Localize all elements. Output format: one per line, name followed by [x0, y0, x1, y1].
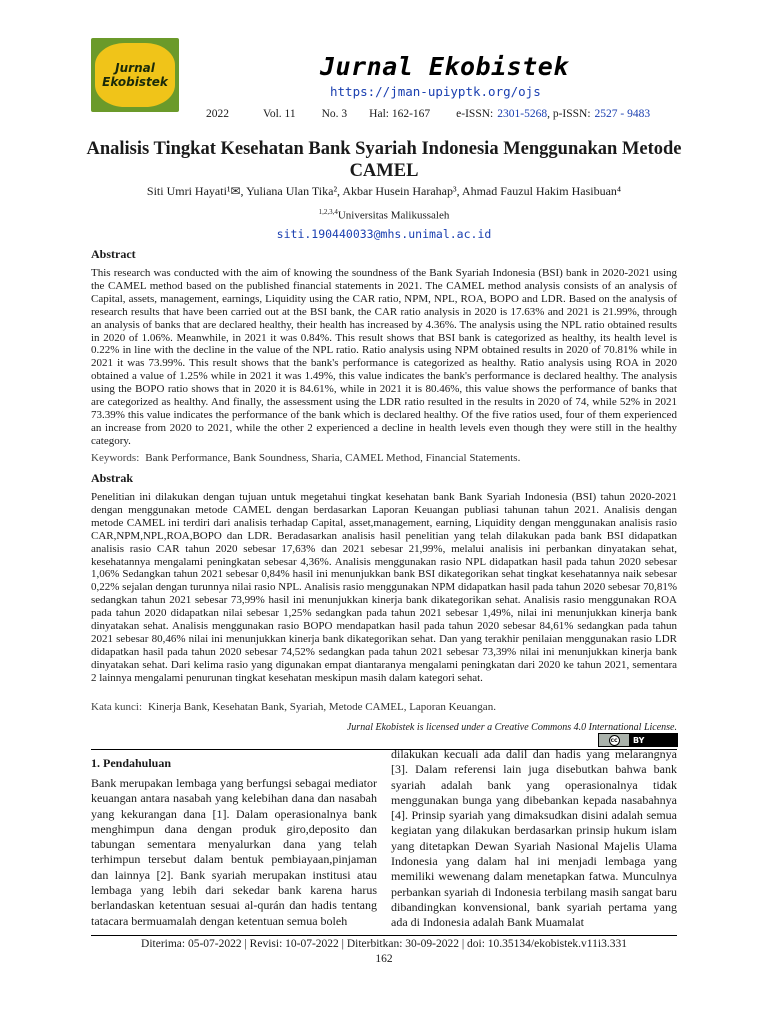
paper-title: Analisis Tingkat Kesehatan Bank Syariah Indonesia Menggunakan Metode CAMEL [86, 139, 682, 181]
meta-pissn[interactable]: 2527 - 9483 [594, 108, 651, 120]
publication-dates: Diterima: 05-07-2022 | Revisi: 10-07-2022 | Diterbitkan: 30-09-2022 | doi: 10.35134/ekobistek.v11i3.331 [91, 935, 677, 950]
abstract-heading: Abstract [91, 247, 136, 261]
license-text: Jurnal Ekobistek is licensed under a Creative Commons 4.0 International License. [346, 722, 677, 733]
abstract-keywords [91, 452, 677, 464]
meta-eissn[interactable]: 2301-5268 [497, 108, 548, 120]
meta-pages: Hal: 162-167 [369, 108, 431, 120]
journal-logo [91, 38, 179, 112]
issue-meta [206, 108, 650, 120]
abstrak-keywords [91, 701, 677, 713]
meta-number: No. 3 [321, 108, 348, 120]
logo-line-1: Jurnal [115, 61, 155, 75]
journal-url[interactable]: https://jman-upiyptk.org/ojs [330, 84, 541, 99]
kata-kunci-value: Kinerja Bank, Kesehatan Bank, Syariah, Metode CAMEL, Laporan Keuangan. [148, 701, 496, 713]
cc-by-badge[interactable] [598, 733, 678, 747]
kata-kunci-label: Kata kunci: [91, 701, 143, 713]
paper-authors: Siti Umri Hayati¹✉, Yuliana Ulan Tika², Akbar Husein Harahap³, Ahmad Fauzul Hakim Hasibuan⁴ [146, 184, 622, 198]
intro-right-column: dilakukan kecuali ada dalil dan hadis yang melarangnya [3]. Dalam referensi lain juga disebutkan bahwa bank syariah adalah bank yang operasionalnya tidak menggunakan bunga yang dibebankan kepada nasabahnya [4]. Prinsip syariah yang dimaksudkan disini adalah semua kegiatan yang dilakukan berdasarkan prinsip hukum islam yang ditetapkan Dewan Syariah Nasional Majelis Ulama Indonesia yang dalam hal ini menjadi lembaga yang memiliki wewenang dalam menetapkan fatwa. Munculnya perbankan syariah di Indonesia terbilang masih sangat baru dibandingkan konvensional, bank syariah pertama yang ada di Indonesia adalah Bank Muamalat [391, 747, 677, 930]
affiliation-superscript: 1,2,3,4 [318, 208, 338, 216]
abstrak-heading: Abstrak [91, 471, 134, 485]
abstrak-text: Penelitian ini dilakukan dengan tujuan untuk megetahui tingkat kesehatan bank Bank Syariah Indonesia (BSI) tahun 2020-2021 dengan menggunakan metode CAMEL dengan berdasarkan Laporan Keuangan publiasi tahunan tahun 2021. Analisis dengan metode CAMEL ini terdiri dari analisis terhadap Capital, asset,management, earning, Liquidity dengan menggunakan analisis rasio CAR,NPM,NPL,ROA,BOPO dan LDR. Beradasarkan analisis hasil penelitian yang telah dilakukan pada bank BSI didapatkan analisis rasio CAR tahun 2020 sebesar 17,63% dan 2021 sebesar 21,99%, melalui analisis ini perbankan dinyatakan sehat, kesehatannya mengalami peningkatan sebesar 4,36%. Analisis menggunakan rasio NPL didapatkan hasil pada tahun 2020 sebesar 1,06% Sedangkan tahun 2021 sebesar 0,84% hasil ini menunjukkan bank BSI dikategorikan sehat tingkat kesehatannya naik sebesar 0,22% sejalan dengan turunnya nilai rasio NPL. Analisis rasio menggunakan NPM didapatkan hasil pada tahun 2020 sebesar 70,81% sedangkan tahun 2021 sebesar 73,99% hasil ini menunjukkan kinerja bank dikategorikan sehat. Analisis rasio menggunakan ROA pada tahun 2020 didapatkan nilai sebesar 1,25% sedangkan pada tahun 2021 sebesar 1,49%, nilai ini menunjukkan kinerja bank dinyatakan sehat. Analisis menggunakan rasio BOPO mendapatkan hasil pada tahun 2020 sebesar 84,61% sedangkan pada tahun 2021 sebesar 80,46% nilai ini menunjukkan kinerja bank dikategorikan sehat. Dan yang terakhir penilaian menggunakan rasio LDR didapatkan hasil pada tahun 2020 sebesar 74,52% sedangkan pada tahun 2021 sebesar 73,39% nilai ini menunjukkan kinerja bank dinyatakan sehat. Dari kelima rasio yang digunakan empat diantaranya mengalami peningkatan dari 2020 ke tahun 2021, sementara 2 lainnya mengalami penurunan tingkat kesehatan meskipun masih dalam kategori sehat. [91, 491, 677, 684]
keywords-value: Bank Performance, Bank Soundness, Sharia, CAMEL Method, Financial Statements. [145, 452, 521, 464]
keywords-label: Keywords: [91, 452, 140, 464]
intro-left-column: Bank merupakan lembaga yang berfungsi sebagai mediator keuangan antara nasabah yang kelebihan dana dan nasabah yang kekurangan dana [1]. Dalam operasionalnya bank menghimpun dana dengan produk giro,deposito dan tabungan sementara menyalurkan dana yang telah terhimpun tersebut dalam bentuk pembiayaan,pinjaman dan lainnya [2]. Bank syariah merupakan institusi atau lembaga yang lebih dari sekedar bank karena harus berlandaskan ketentuan sesuai al-qurán dan hadis tentang tatacara bermuamalah dengan ketentuan semua boleh [91, 776, 377, 928]
cc-icon: cc [599, 734, 629, 746]
author-email[interactable]: siti.190440033@mhs.unimal.ac.id [276, 227, 492, 241]
meta-volume: Vol. 11 [263, 108, 296, 120]
abstract-text: This research was conducted with the aim of knowing the soundness of the Bank Syariah Indonesia (BSI) bank in 2020-2021 using the CAMEL method based on the published financial statements in 2021. The CAMEL method analysis consists of an analysis of Capital, assets, management, earnings, Liquidity using the CAR ratio, NPM, NPL, ROA, BOPO and LDR. Based on the analysis of research results that have been carried out at the BSI bank, the CAR ratio analysis in 2020 is 17.63% and 2021 is 21.99%, through an analysis of banks that are declared healthy, their health has increased by 4.36%. The analysis using the NPL ratio obtained results in 2020 of 1.06%. Meanwhile, in 2021 it was 0.84%. This result shows that BSI bank is categorized as healthy, its health level is 0.22% in line with the decline in the value of the NPL ratio. Ratio analysis using NPM obtained results in 2020 of 70.81% while in 2021 it was 73.99%. This result shows that the bank's performance is categorized as healthy. Ratio analysis using ROA in 2020 obtained a value of 1.25% while in 2021 it was 1.49%, this value indicates the bank's performance is declared healthy. The analysis using the BOPO ratio shows that in 2020 it is 84.61%, while in 2021 it is 80.46%, this value shows the performance of banks that are categorized as healthy. And finally, the assessment using the LDR ratio resulted in the results in 2020 of 74, while 52% in 2021 73.39% this value indicates the performance of the bank which is declared healthy. Of the five ratios used, four of them experienced an increase from 2020 to 2021, while the other 2 experienced a decline in health levels even though they were still in the healthy category. [91, 267, 677, 447]
by-label: BY [629, 734, 677, 746]
affiliation-name: Universitas Malikussaleh [337, 209, 450, 222]
meta-eissn-label: e-ISSN: [456, 108, 494, 120]
paper-affiliation [84, 208, 684, 222]
meta-pissn-label: , p-ISSN: [547, 108, 591, 120]
intro-heading: 1. Pendahuluan [91, 756, 172, 770]
logo-emblem [95, 43, 175, 107]
page-number: 162 [375, 953, 393, 965]
journal-title: Jurnal Ekobistek [320, 52, 569, 81]
meta-year: 2022 [206, 108, 229, 120]
logo-line-2: Ekobistek [102, 75, 168, 89]
